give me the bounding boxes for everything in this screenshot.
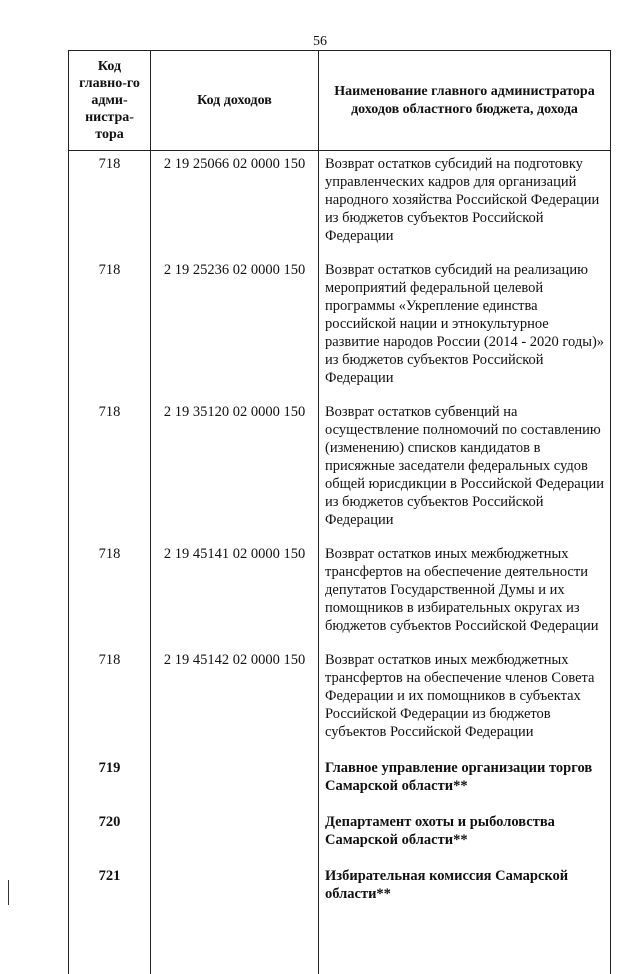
table-row <box>69 399 611 541</box>
table-header-row <box>69 51 611 151</box>
name-cell: Возврат остатков субвенций на осуществление полномочий по составлению (изменению) списков кандидатов в присяжные заседатели федеральных судов общей юрисдикции в Российской Федерации из бюджетов субъектов Российской Федерации <box>319 399 611 541</box>
table-row <box>69 753 611 807</box>
admin-code-cell: 720 <box>69 807 151 861</box>
table-row <box>69 541 611 647</box>
admin-code-cell: 718 <box>69 151 151 258</box>
header-name: Наименование главного администратора доходов областного бюджета, дохода <box>319 51 611 151</box>
header-admin-code: Код главно-го адми-нистра-тора <box>69 51 151 151</box>
income-code-cell: 2 19 25066 02 0000 150 <box>151 151 319 258</box>
name-cell: Главное управление организации торгов Самарской области** <box>319 753 611 807</box>
name-cell: Возврат остатков иных межбюджетных трансфертов на обеспечение членов Совета Федерации и их помощников в субъектах Российской Федерации из бюджетов субъектов Российской Федерации <box>319 647 611 753</box>
income-code-cell <box>151 861 319 974</box>
income-code-cell <box>151 807 319 861</box>
name-cell: Возврат остатков иных межбюджетных трансфертов на обеспечение деятельности депутатов Государственной Думы и их помощников в избирательных округах из бюджетов субъектов Российской Федерации <box>319 541 611 647</box>
income-code-cell: 2 19 25236 02 0000 150 <box>151 257 319 399</box>
name-cell: Избирательная комиссия Самарской области** <box>319 861 611 974</box>
table-row <box>69 257 611 399</box>
income-code-cell: 2 19 45142 02 0000 150 <box>151 647 319 753</box>
table-row <box>69 861 611 974</box>
income-code-cell: 2 19 45141 02 0000 150 <box>151 541 319 647</box>
name-cell: Возврат остатков субсидий на реализацию мероприятий федеральной целевой программы «Укрепление единства российской нации и этнокультурное развитие народов России (2014 - 2020 годы)» из бюджетов субъектов Российской Федерации <box>319 257 611 399</box>
income-code-cell <box>151 753 319 807</box>
table-row <box>69 807 611 861</box>
admin-code-cell: 718 <box>69 541 151 647</box>
income-code-cell: 2 19 35120 02 0000 150 <box>151 399 319 541</box>
name-cell: Возврат остатков субсидий на подготовку управленческих кадров для организаций народного хозяйства Российской Федерации из бюджетов субъектов Российской Федерации <box>319 151 611 258</box>
admin-code-cell: 718 <box>69 399 151 541</box>
table-row <box>69 647 611 753</box>
budget-income-table <box>68 50 611 974</box>
admin-code-cell: 721 <box>69 861 151 974</box>
table-row <box>69 151 611 258</box>
admin-code-cell: 719 <box>69 753 151 807</box>
margin-mark <box>8 880 9 905</box>
admin-code-cell: 718 <box>69 257 151 399</box>
admin-code-cell: 718 <box>69 647 151 753</box>
page-number: 56 <box>313 34 327 49</box>
name-cell: Департамент охоты и рыболовства Самарской области** <box>319 807 611 861</box>
header-income-code: Код доходов <box>151 51 319 151</box>
